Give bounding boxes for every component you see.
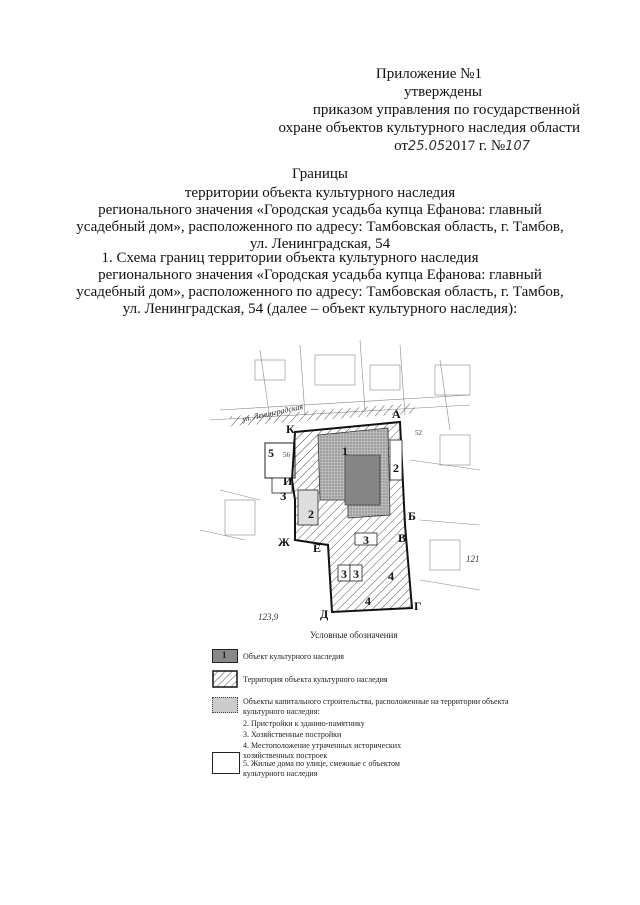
approved-label: утверждены — [404, 84, 482, 100]
zone-num-2a: 2 — [393, 461, 399, 475]
appendix-label: Приложение №1 — [375, 66, 482, 82]
corner-label-b: Б — [408, 509, 416, 523]
heritage-building-core — [345, 455, 380, 505]
handwritten-date: 25.05 — [407, 139, 446, 154]
section-line-2: регионального значения «Городская усадьба купца Ефанова: главный — [98, 267, 542, 283]
legend-item-buildings-head: Объекты капитального строительства, расположенные на территории объекта культурного наследия: — [243, 697, 509, 716]
legend-item-outbuildings: 3. Хозяйственные постройки — [243, 730, 342, 739]
legend-swatch-heritage-num: 1 — [222, 650, 227, 660]
section-line-1: 1. Схема границ территории объекта культурного наследия — [101, 250, 479, 266]
corner-label-g: Г — [414, 599, 422, 613]
legend-item-residential: 5. Жилые дома по улице, смежные с объектом культурного наследия — [243, 759, 400, 778]
legend-item-territory: Территория объекта культурного наследия — [243, 675, 388, 684]
title-line-2: территории объекта культурного наследия — [184, 185, 456, 201]
legend-title: Условные обозначения — [310, 630, 398, 640]
elevation-mark-right: 121 — [466, 554, 480, 564]
title-line-4: усадебный дом», расположенного по адресу: Тамбовская область, г. Тамбов, — [76, 219, 564, 235]
zone-num-3a: 3 — [363, 533, 369, 547]
title-line-3: регионального значения «Городская усадьба купца Ефанова: главный — [98, 202, 542, 218]
title-line-1: Границы — [291, 166, 349, 182]
house-number: 52 — [415, 429, 422, 437]
order-line: приказом управления по государственной — [312, 102, 580, 118]
zone-num-2b: 2 — [308, 507, 314, 521]
corner-label-zh: Ж — [278, 535, 290, 549]
legend-item-lost-buildings: 4. Местоположение утраченных исторических хозяйственных построек — [243, 741, 402, 760]
corner-label-v: В — [398, 531, 407, 545]
corner-label-a: А — [392, 407, 401, 421]
title-block — [0, 166, 640, 253]
zone-num-3b: 3 — [341, 567, 347, 581]
handwritten-number: 107 — [505, 139, 530, 154]
elevation-mark: 123,9 — [258, 612, 279, 622]
legend-item-annexes: 2. Пристройки к зданию-памятнику — [243, 719, 365, 728]
corner-label-i: И — [283, 474, 293, 488]
legend-swatch-buildings — [212, 697, 238, 713]
header-block — [279, 65, 581, 156]
section-line-3: усадебный дом», расположенного по адресу: Тамбовская область, г. Тамбов, — [76, 284, 564, 300]
zone-num-1: 1 — [342, 444, 348, 458]
zone-num-4: 4 — [388, 569, 394, 583]
section-line-4: ул. Ленинградская, 54 (далее – объект культурного наследия): — [122, 301, 518, 317]
house-number-left: 56 — [283, 451, 290, 459]
zone-num-3c: 3 — [353, 567, 359, 581]
authority-line: охране объектов культурного наследия области — [278, 120, 580, 136]
date-number-line: от25.052017 г. №107 — [394, 138, 530, 154]
zone-num-4b: 4 — [365, 594, 371, 608]
corner-label-d: Д — [320, 607, 329, 621]
corner-label-z: З — [280, 489, 287, 503]
zone-num-5: 5 — [268, 446, 274, 460]
section-1 — [0, 250, 640, 318]
legend-swatch-residential — [212, 752, 240, 774]
legend-swatch-territory — [212, 670, 238, 688]
corner-label-k: К — [286, 422, 295, 436]
street-label: ул. Ленинградская — [241, 401, 304, 424]
corner-label-e: Е — [313, 541, 322, 555]
legend-item-heritage: Объект культурного наследия — [243, 652, 344, 661]
boundary-map — [200, 340, 490, 630]
title-line-5: ул. Ленинградская, 54 — [249, 236, 391, 252]
